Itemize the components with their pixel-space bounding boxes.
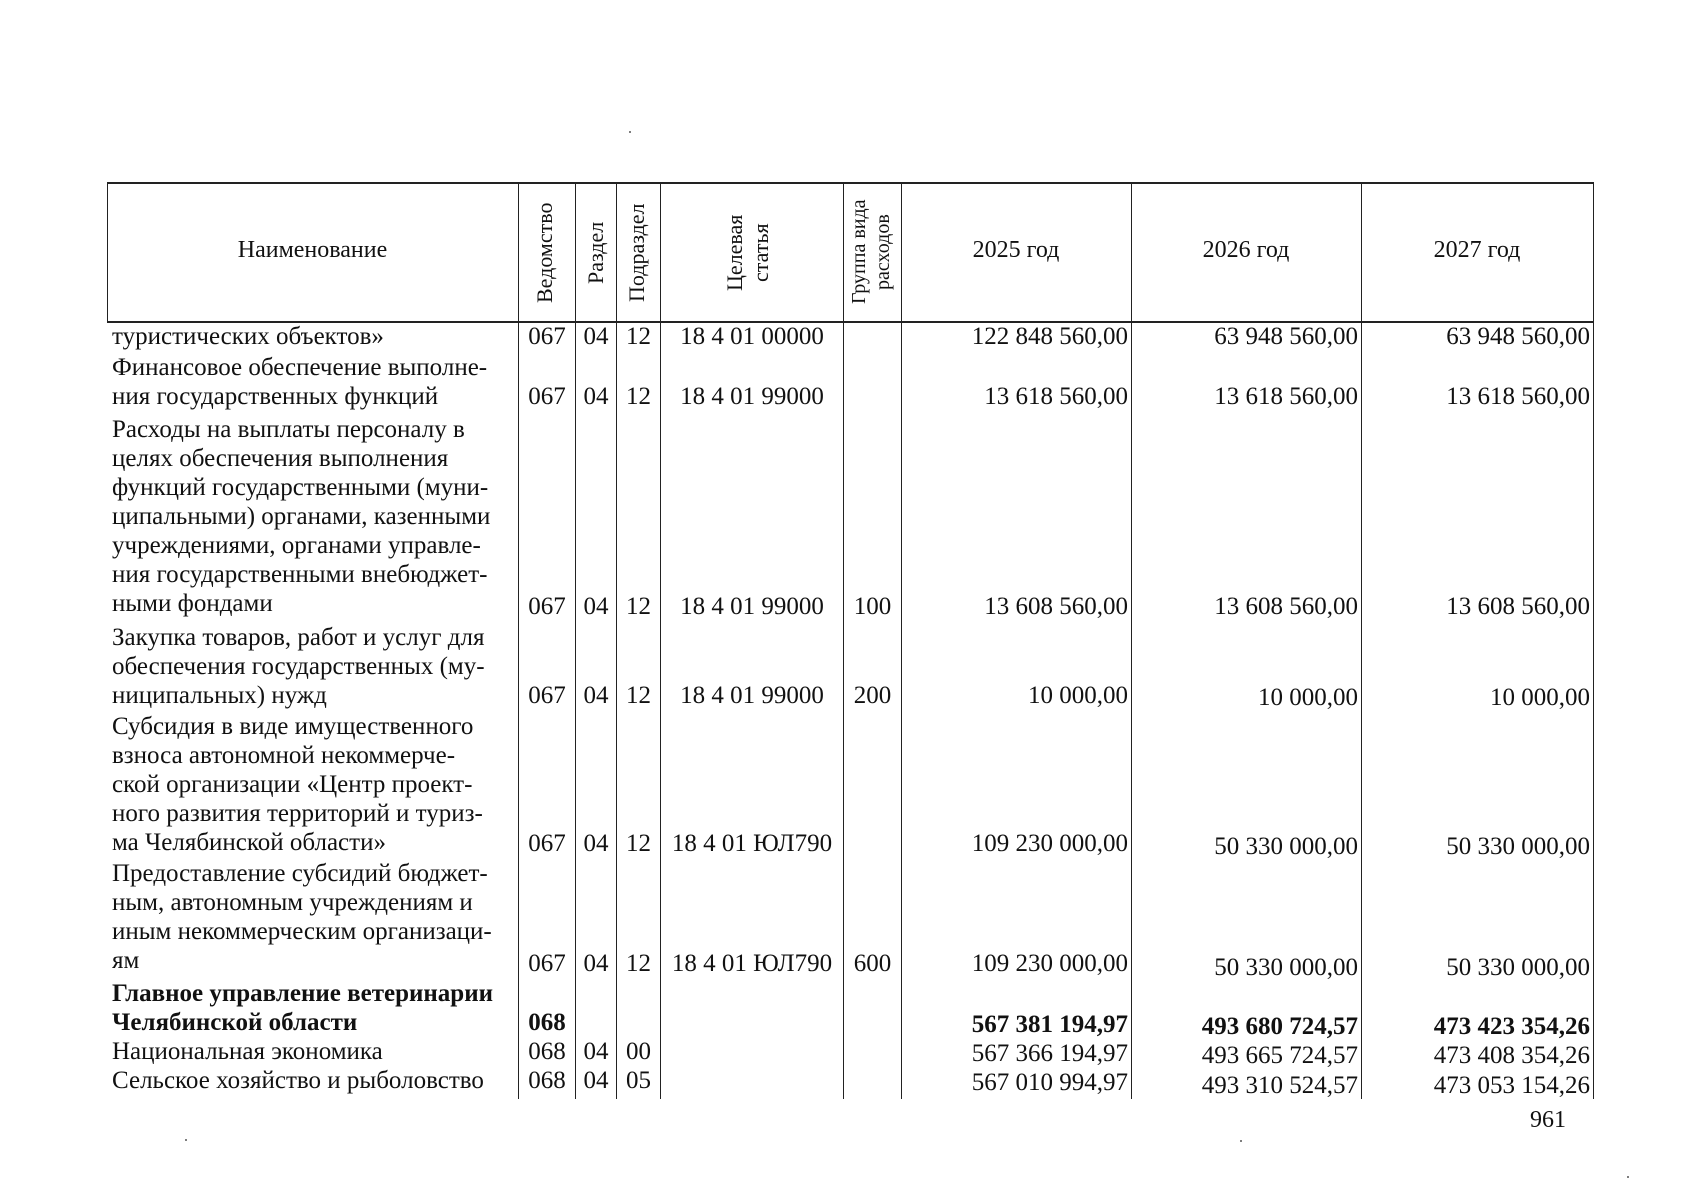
row-target: 18 4 01 00000	[680, 323, 824, 350]
row-podrazdel: 12	[626, 950, 651, 977]
header-name: Наименование	[237, 237, 388, 263]
row-razdel: 04	[583, 323, 609, 350]
row-name-line: Закупка товаров, работ и услуг для	[112, 624, 485, 651]
row-name-line: ным, автономным учреждениям и	[112, 889, 473, 916]
row-2025: 109 230 000,00	[971, 830, 1128, 857]
row-name-line: функций государственными (муни-	[112, 474, 489, 501]
header-target-line2: статья	[748, 223, 773, 283]
row-name-line: ного развития территорий и туриз-	[112, 800, 483, 827]
row-2026: 493 310 524,57	[1201, 1072, 1358, 1099]
row-razdel: 04	[583, 1038, 609, 1065]
row-2026: 10 000,00	[1258, 684, 1358, 711]
row-name-line: ными фондами	[112, 590, 273, 617]
row-name-line: ма Челябинской области»	[112, 829, 386, 856]
row-2026: 13 608 560,00	[1214, 593, 1358, 620]
row-2026: 493 665 724,57	[1201, 1042, 1358, 1069]
row-name-line: ния государственными внебюджет-	[112, 561, 488, 588]
row-name-line: Национальная экономика	[112, 1038, 383, 1065]
row-2027: 473 423 354,26	[1433, 1013, 1590, 1040]
column-divider	[1593, 182, 1594, 1099]
row-name	[112, 712, 515, 857]
row-2027: 473 053 154,26	[1433, 1072, 1590, 1099]
scan-speck	[629, 131, 631, 133]
row-name-line: целях обеспечения выполнения	[112, 445, 449, 472]
header-group-line2: расходов	[872, 214, 894, 290]
row-ved: 068	[528, 1009, 566, 1036]
row-2027: 63 948 560,00	[1446, 323, 1590, 350]
header-razdel: Раздел	[583, 221, 608, 285]
row-name	[112, 1066, 515, 1095]
row-2025: 10 000,00	[1028, 682, 1128, 709]
row-podrazdel: 12	[626, 383, 651, 410]
row-name-line: обеспечения государственных (му-	[112, 653, 485, 680]
header-2026: 2026 год	[1202, 237, 1290, 263]
row-name-line: Челябинской области	[112, 1009, 358, 1036]
row-2027: 473 408 354,26	[1433, 1042, 1590, 1069]
row-name-line: Предоставление субсидий бюджет-	[112, 860, 488, 887]
row-name	[112, 322, 515, 351]
row-group: 200	[853, 682, 892, 709]
row-razdel: 04	[583, 383, 609, 410]
row-ved: 068	[528, 1067, 566, 1094]
row-2025: 13 608 560,00	[984, 593, 1128, 620]
row-group: 100	[853, 593, 892, 620]
row-name	[112, 623, 515, 710]
row-ved: 067	[528, 950, 566, 977]
header-target	[722, 190, 782, 316]
header-2027: 2027 год	[1433, 237, 1521, 263]
row-target: 18 4 01 ЮЛ790	[671, 830, 833, 857]
row-2027: 13 618 560,00	[1446, 383, 1590, 410]
row-ved: 067	[528, 323, 566, 350]
row-2026: 50 330 000,00	[1214, 833, 1358, 860]
header-group-line1: Группа вида	[848, 199, 870, 305]
row-name	[112, 415, 515, 618]
row-name-line: Главное управление ветеринарии	[112, 980, 494, 1007]
scan-speck	[1627, 1176, 1629, 1178]
row-name-line: Финансовое обеспечение выполне-	[112, 354, 488, 381]
row-podrazdel: 05	[626, 1067, 651, 1094]
row-name	[112, 979, 515, 1037]
row-name-line: ципальными) органами, казенными	[112, 503, 491, 530]
scan-speck	[1240, 1140, 1242, 1142]
row-razdel: 04	[583, 950, 609, 977]
row-2027: 50 330 000,00	[1446, 954, 1590, 981]
row-podrazdel: 00	[626, 1038, 651, 1065]
row-razdel: 04	[583, 682, 609, 709]
header-group	[847, 184, 899, 320]
row-name-line: иным некоммерческим организаци-	[112, 918, 492, 945]
row-2025: 567 366 194,97	[971, 1040, 1128, 1067]
row-name-line: ния государственных функций	[112, 383, 439, 410]
row-2027: 50 330 000,00	[1446, 833, 1590, 860]
row-2025: 109 230 000,00	[971, 950, 1128, 977]
row-name-line: взноса автономной некоммерче-	[112, 742, 456, 769]
row-target: 18 4 01 99000	[680, 383, 824, 410]
row-ved: 067	[528, 383, 566, 410]
row-name	[112, 1037, 515, 1066]
row-target: 18 4 01 ЮЛ790	[671, 950, 833, 977]
row-razdel: 04	[583, 1067, 609, 1094]
row-2025: 567 381 194,97	[971, 1011, 1128, 1038]
row-2026: 63 948 560,00	[1214, 323, 1358, 350]
header-target-line1: Целевая	[722, 214, 747, 292]
row-name-line: ниципальных) нужд	[112, 682, 327, 709]
row-name-line: туристических объектов»	[112, 323, 384, 350]
header-2025: 2025 год	[972, 237, 1060, 263]
row-2027: 13 608 560,00	[1446, 593, 1590, 620]
row-ved: 067	[528, 593, 566, 620]
row-podrazdel: 12	[626, 682, 651, 709]
row-ved: 068	[528, 1038, 566, 1065]
row-podrazdel: 12	[626, 830, 651, 857]
row-podrazdel: 12	[626, 323, 651, 350]
header-vedomstvo: Ведомство	[532, 202, 557, 304]
row-podrazdel: 12	[626, 593, 651, 620]
row-2026: 13 618 560,00	[1214, 383, 1358, 410]
row-group: 600	[853, 950, 892, 977]
row-ved: 067	[528, 682, 566, 709]
page-number: 961	[1530, 1107, 1566, 1133]
scan-speck	[185, 1139, 187, 1141]
row-name-line: Субсидия в виде имущественного	[112, 713, 474, 740]
row-2027: 10 000,00	[1490, 684, 1590, 711]
row-target: 18 4 01 99000	[680, 682, 824, 709]
row-razdel: 04	[583, 593, 609, 620]
row-name-line: Сельское хозяйство и рыболовство	[112, 1067, 484, 1094]
row-name-line: ям	[112, 947, 140, 974]
row-name	[112, 859, 515, 975]
row-name	[112, 353, 515, 411]
row-2026: 493 680 724,57	[1201, 1013, 1358, 1040]
row-2025: 122 848 560,00	[971, 323, 1128, 350]
header-podrazdel: Подраздел	[624, 203, 649, 303]
row-target: 18 4 01 99000	[680, 593, 824, 620]
row-name-line: учреждениями, органами управле-	[112, 532, 481, 559]
row-2025: 567 010 994,97	[971, 1069, 1128, 1096]
row-name-line: ской организации «Центр проект-	[112, 771, 473, 798]
row-name-line: Расходы на выплаты персоналу в	[112, 416, 465, 443]
row-ved: 067	[528, 830, 566, 857]
row-2025: 13 618 560,00	[984, 383, 1128, 410]
row-2026: 50 330 000,00	[1214, 954, 1358, 981]
row-razdel: 04	[583, 830, 609, 857]
